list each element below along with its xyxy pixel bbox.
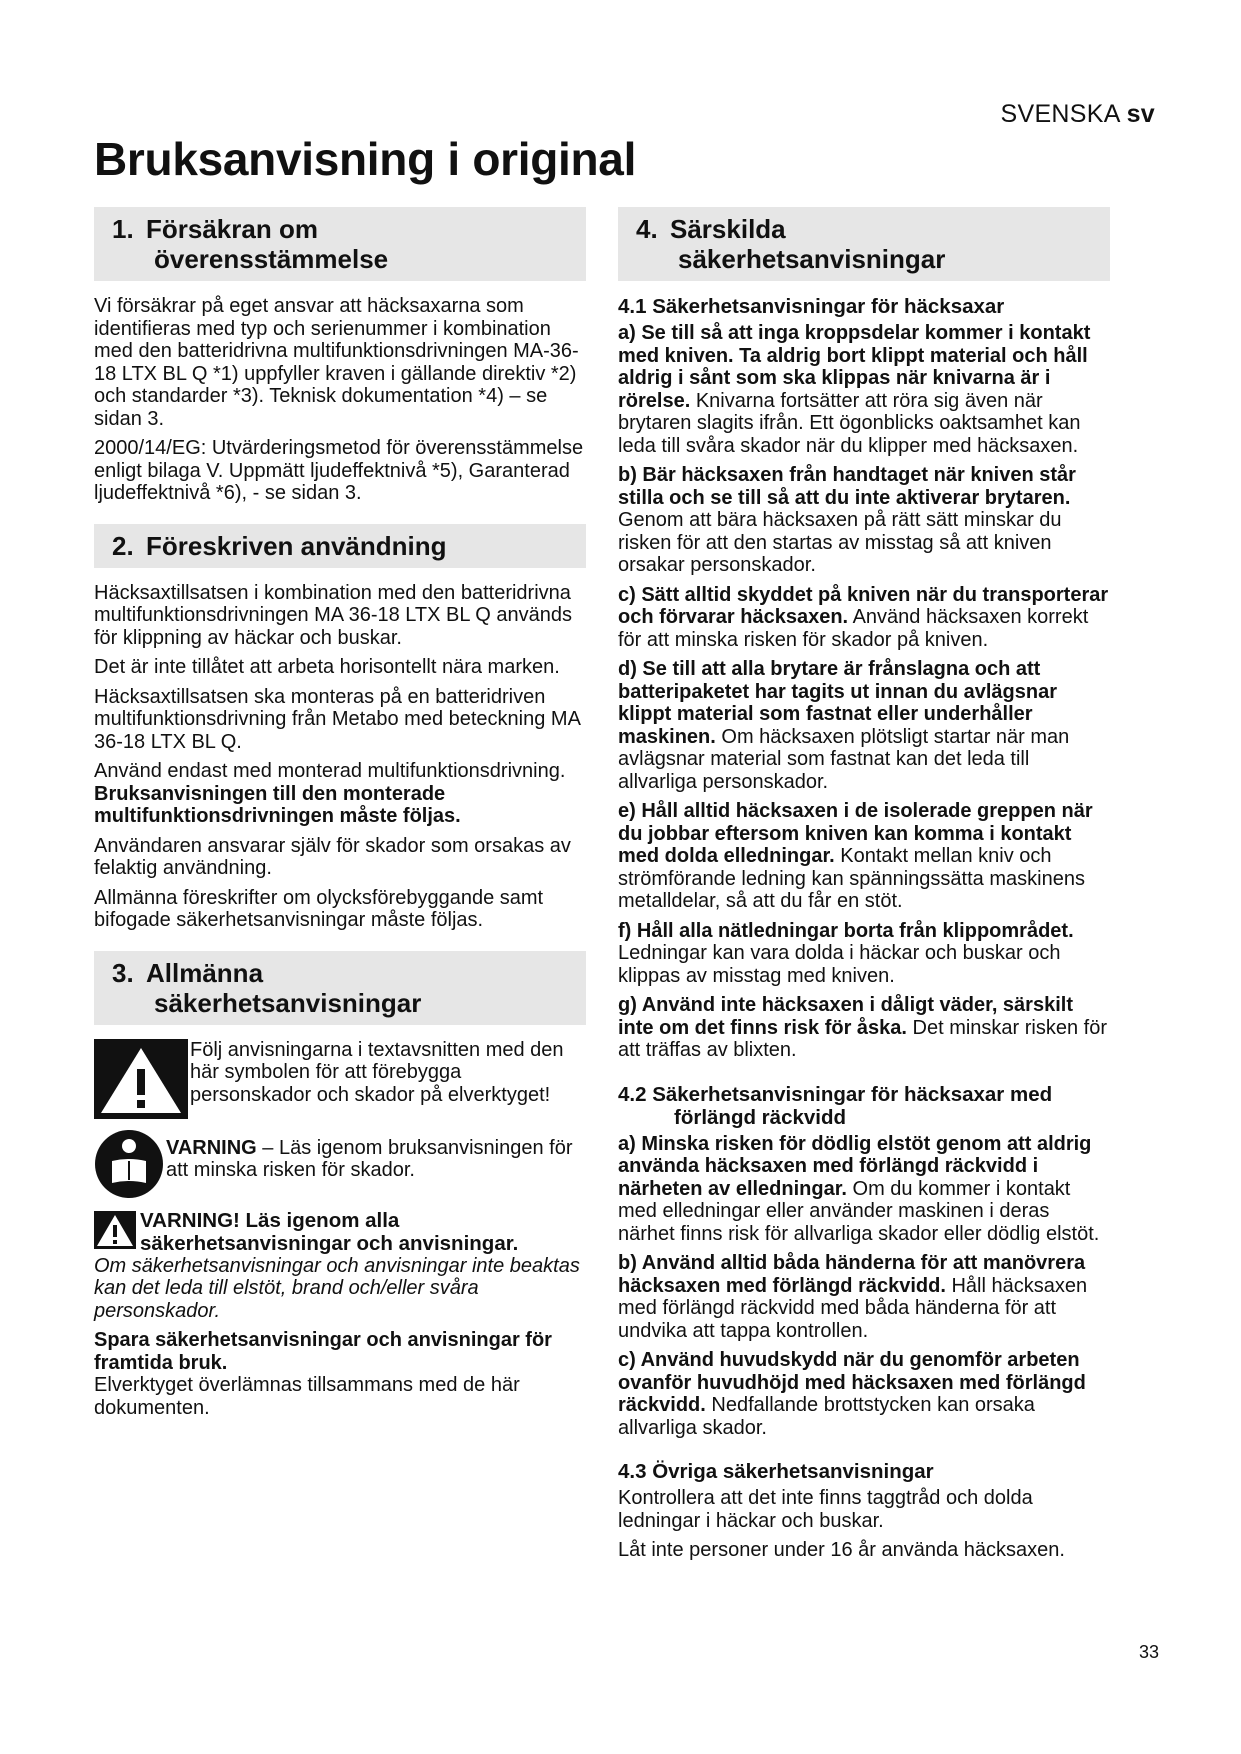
section-number: 2. xyxy=(112,530,134,561)
item-text: Använd häcksaxen korrekt för att minska risken för skador på kniven. xyxy=(618,606,1089,651)
paragraph-bold: Bruksanvisningen till den monterade multifunktionsdrivningen måste följas. xyxy=(94,782,461,827)
item-text: Om häcksaxen plötsligt startar när man avlägsnar material som fastnat kan det leda till allvarliga personskador. xyxy=(618,725,1070,793)
general-warning-bold: VARNING! Läs igenom alla säkerhetsanvisningar och anvisningar. xyxy=(140,1208,519,1255)
paragraph: Allmänna föreskrifter om olycksförebyggande samt bifogade säkerhetsanvisningar måste följas. xyxy=(94,886,544,931)
heading-line-2: säkerhetsanvisningar xyxy=(678,244,946,274)
language-name: SVENSKA xyxy=(1000,100,1120,128)
subsection-4-1-title: 4.1 Säkerhetsanvisningar för häcksaxar xyxy=(618,295,1005,318)
heading-line-2: säkerhetsanvisningar xyxy=(154,987,422,1018)
list-item xyxy=(618,658,1110,793)
paragraph: Det är inte tillåtet att arbeta horisontellt nära marken. xyxy=(94,656,560,678)
general-warning-italic xyxy=(94,1255,586,1323)
left-column xyxy=(94,207,586,1426)
section-1-heading xyxy=(94,207,586,281)
section-number: 4. xyxy=(636,214,658,244)
item-bold: b) Använd alltid båda händerna för att manövrera häcksaxen med förlängd räckvidd. xyxy=(618,1252,1086,1297)
item-bold: e) Håll alltid häcksaxen i de isolerade greppen när du jobbar eftersom kniven kan komma i kontakt med dolda elledningar. xyxy=(618,800,1093,867)
item-bold: a) Minska risken för dödlig elstöt genom att aldrig använda häcksaxen med förlängd räckvidd i närheten av elledningar. xyxy=(618,1132,1092,1200)
italic-text: Om säkerhetsanvisningar och anvisningar inte beaktas kan det leda till elstöt, brand och/eller svåra personskador. xyxy=(94,1254,580,1322)
item-text: Ledningar kan vara dolda i häckar och buskar och klippas av misstag med kniven. xyxy=(618,942,1061,987)
heading-line-1: Försäkran om xyxy=(146,214,318,244)
item-bold: c) Använd huvudskydd när du genomför arbeten ovanför huvudhöjd med häcksaxen med förlängd räckvidd. xyxy=(618,1349,1086,1416)
save-instructions xyxy=(94,1329,586,1374)
paragraph: Vi försäkrar på eget ansvar att häcksaxarna som identifieras med typ och serienummer i kombination med den batteridrivna multifunktionsdrivningen MA-36-18 LTX BL Q *1) uppfyller kraven i gällande direktiv *2) och standarder *3). Teknisk dokumentation *4) – se sidan 3. xyxy=(94,295,579,430)
list-item xyxy=(618,800,1110,913)
item-text: Håll häcksaxen med förlängd räckvidd med båda händerna för att undvika att tappa kontrollen. xyxy=(618,1274,1088,1342)
paragraph: Elverktyget överlämnas tillsammans med de här dokumenten. xyxy=(94,1374,520,1419)
general-warning-row xyxy=(94,1209,586,1255)
list-item xyxy=(618,994,1110,1062)
list-item xyxy=(618,1252,1110,1342)
warning-symbol-text: Följ anvisningarna i textavsnitten med den här symbolen för att förebygga personskador och skador på elverktyget! xyxy=(190,1038,564,1106)
heading-line-2: överensstämmelse xyxy=(154,244,389,274)
paragraph: Användaren ansvarar själv för skador som orsakas av felaktig användning. xyxy=(94,834,571,879)
paragraph-text: Använd endast med monterad multifunktionsdrivning. xyxy=(94,760,566,782)
warning-triangle-icon xyxy=(94,1039,188,1119)
paragraph: 2000/14/EG: Utvärderingsmetod för överensstämmelse enligt bilaga V. Uppmätt ljudeffektnivå *5), Garanterad ljudeffektnivå *6), - se sidan 3. xyxy=(94,437,584,504)
subsection-4-1-list xyxy=(618,322,1110,1062)
paragraph: Häcksaxtillsatsen i kombination med den batteridrivna multifunktionsdrivningen MA 36-18 LTX BL Q används för klippning av häckar och buskar. xyxy=(94,581,573,649)
title-line-2: förlängd räckvidd xyxy=(674,1105,847,1129)
section-2-heading xyxy=(94,524,586,568)
section-number: 3. xyxy=(112,957,134,988)
read-manual-text xyxy=(166,1137,586,1182)
list-item xyxy=(618,464,1110,577)
item-text: Det minskar risken för att träffas av blixten. xyxy=(618,1016,1108,1061)
list-item xyxy=(618,920,1110,988)
item-bold: c) Sätt alltid skyddet på kniven när du transporterar och förvarar häcksaxen. xyxy=(618,583,1109,628)
heading-line-1: Allmänna xyxy=(146,957,264,988)
heading-line-1: Föreskriven användning xyxy=(146,530,447,561)
warning-symbol-row xyxy=(94,1039,586,1119)
language-code: sv xyxy=(1126,100,1155,128)
item-bold: a) Se till så att inga kroppsdelar kommer i kontakt med kniven. Ta aldrig bort klippt material och håll aldrig i sånt som ska klippas när knivarna är i rörelse. xyxy=(618,322,1091,412)
read-manual-row xyxy=(94,1129,586,1199)
save-bold: Spara säkerhetsanvisningar och anvisningar för framtida bruk. xyxy=(94,1329,552,1374)
item-bold: b) Bär häcksaxen från handtaget när kniven står stilla och se till så att du inte aktiverar brytaren. xyxy=(618,464,1076,509)
list-item xyxy=(618,1349,1110,1439)
read-manual-icon xyxy=(94,1129,164,1199)
item-text: Knivarna fortsätter att röra sig även när brytaren slagits ifrån. Ett ögonblicks oaktsamhet kan leda till svåra skador när du klipper med häcksaxen. xyxy=(618,389,1081,457)
paragraph xyxy=(94,760,586,828)
paragraph: Häcksaxtillsatsen ska monteras på en batteridriven multifunktionsdrivning från Metabo med beteckning MA 36-18 LTX BL Q. xyxy=(94,685,580,753)
page-number: 33 xyxy=(1139,1642,1160,1662)
page-title: Bruksanvisning i original xyxy=(94,133,637,185)
warning-triangle-small-icon xyxy=(94,1211,136,1249)
item-bold: d) Se till att alla brytare är frånslagna och att batteripaketet har tagits ut innan du avlägsnar klippt material som fastnat eller underhåller maskinen. xyxy=(618,658,1057,748)
title-line-1: 4.2 Säkerhetsanvisningar för häcksaxar med xyxy=(618,1082,1053,1106)
warning-text: – Läs igenom bruksanvisningen för att minska risken för skador. xyxy=(166,1136,573,1181)
section-4-heading xyxy=(618,207,1110,281)
section-3-heading xyxy=(94,951,586,1025)
language-label xyxy=(1001,100,1156,129)
paragraph: Låt inte personer under 16 år använda häcksaxen. xyxy=(618,1539,1065,1561)
item-text: Nedfallande brottstycken kan orsaka allvarliga skador. xyxy=(618,1394,1035,1439)
list-item xyxy=(618,584,1110,652)
heading-line-1: Särskilda xyxy=(670,214,786,244)
list-item xyxy=(618,1133,1110,1246)
paragraph: Kontrollera att det inte finns taggtråd och dolda ledningar i häckar och buskar. xyxy=(618,1487,1033,1532)
subsection-4-3-title: 4.3 Övriga säkerhetsanvisningar xyxy=(618,1460,934,1483)
section-number: 1. xyxy=(112,214,134,244)
item-text: Om du kommer i kontakt med elledningar eller använder maskinen i deras närhet finns risk för allvarliga skador eller dödlig elstöt. xyxy=(618,1177,1100,1245)
warning-label: VARNING xyxy=(166,1136,257,1159)
right-column xyxy=(618,207,1110,1569)
item-text: Genom att bära häcksaxen på rätt sätt minskar du risken för att den startas av misstag så att kniven orsakar personskador. xyxy=(618,509,1062,576)
subsection-4-2-title xyxy=(618,1083,1110,1129)
item-text: Kontakt mellan kniv och strömförande ledning kan spänningssätta maskinens metalldelar, så att du får en stöt. xyxy=(618,845,1085,912)
item-bold: g) Använd inte häcksaxen i dåligt väder, särskilt inte om det finns risk för åska. xyxy=(618,994,1073,1039)
list-item xyxy=(618,322,1110,457)
item-bold: f) Håll alla nätledningar borta från klippområdet. xyxy=(618,919,1074,942)
